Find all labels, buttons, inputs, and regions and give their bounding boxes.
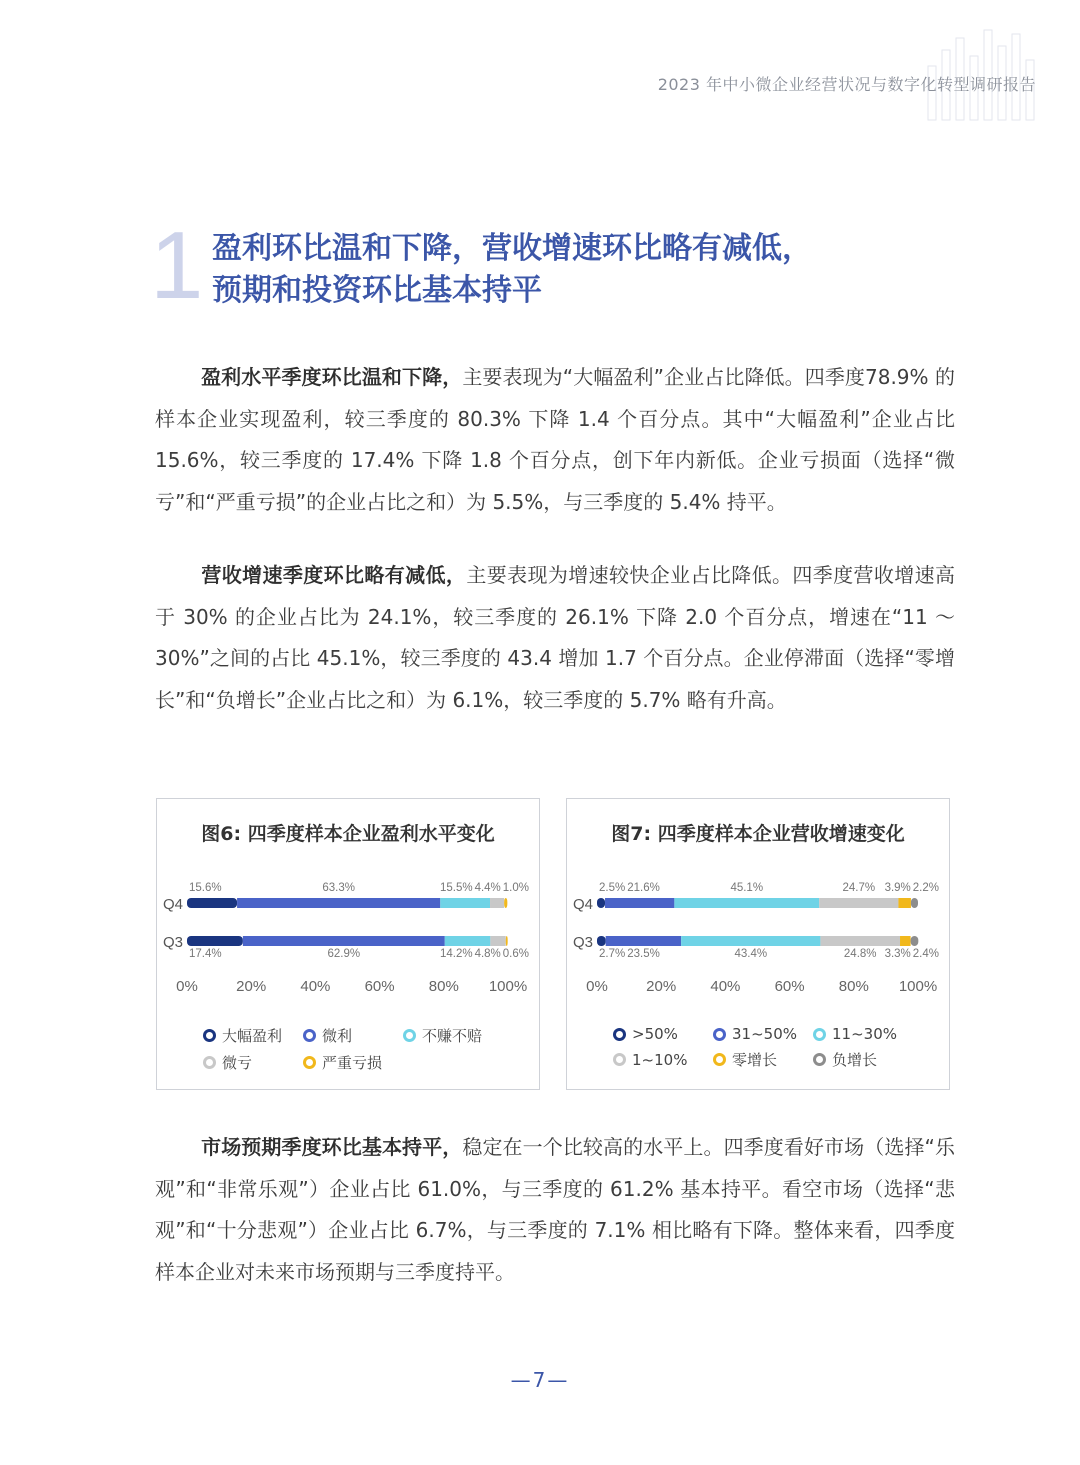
legend-label: 零增长	[732, 1051, 778, 1069]
data-label: 43.4%	[734, 948, 768, 960]
data-label: 2.7%	[599, 948, 626, 960]
section-title	[212, 228, 812, 312]
legend-marker-icon	[203, 1029, 216, 1042]
page-number: —7—	[510, 1368, 570, 1392]
chart-legend	[613, 1025, 943, 1070]
legend-item	[713, 1049, 813, 1070]
paragraph-body: 稳定在一个比较高的水平上。四季度看好市场（选择“乐观”和“非常乐观”）企业占比 61.0%，与三季度的 61.2% 基本持平。看空市场（选择“悲观”和“十分悲观”）企业占比 6.7%，与三季度的 7.1% 相比略有下降。整体来看，四季度样本企业对未来市场预期与三季度持平。	[155, 1135, 955, 1284]
x-tick-label: 0%	[176, 978, 198, 995]
category-label: Q4	[573, 896, 594, 913]
legend-marker-icon	[713, 1028, 726, 1041]
x-tick-label: 80%	[428, 978, 459, 995]
legend-marker-icon	[713, 1053, 726, 1066]
data-label: 62.9%	[327, 948, 361, 960]
bar-segment	[911, 898, 918, 908]
legend-label: 31~50%	[732, 1025, 797, 1043]
paragraph-body: 主要表现为增速较快企业占比降低。四季度营收增速高于 30% 的企业占比为 24.1%，较三季度的 26.1% 下降 2.0 个百分点，增速在“11 ～ 30%”之间的占比 45.1%，较三季度的 43.4 增加 1.7 个百分点。企业停滞面（选择“零增长”和“负增长”企业占比之和）为 6.1%，较三季度的 5.7% 略有升高。	[155, 563, 956, 712]
data-label: 17.4%	[189, 948, 222, 960]
paragraph-market-expectation	[155, 1127, 955, 1293]
bar-segment	[237, 898, 440, 908]
data-label: 15.6%	[189, 882, 222, 894]
bar-segment	[597, 898, 605, 908]
bar-segment	[506, 936, 508, 946]
legend-marker-icon	[303, 1029, 316, 1042]
x-tick-label: 40%	[710, 978, 741, 995]
bar-segment	[440, 898, 490, 908]
x-tick-label: 20%	[236, 978, 267, 995]
legend-item	[203, 1052, 303, 1073]
section-title-line1: 盈利环比温和下降，营收增速环比略有减低，	[212, 231, 812, 266]
paragraph-profit	[155, 357, 955, 523]
legend-label: 严重亏损	[322, 1054, 383, 1072]
data-label: 4.4%	[474, 882, 501, 894]
data-label: 45.1%	[730, 882, 764, 894]
report-title: 2023 年中小微企业经营状况与数字化转型调研报告	[657, 75, 1036, 94]
bar-segment	[445, 936, 491, 946]
legend-item	[813, 1025, 913, 1043]
bar-segment	[900, 936, 911, 946]
x-tick-label: 20%	[646, 978, 677, 995]
data-label: 63.3%	[322, 882, 355, 894]
x-tick-label: 60%	[364, 978, 395, 995]
legend-label: >50%	[632, 1025, 678, 1043]
legend-item	[613, 1049, 713, 1070]
data-label: 0.6%	[502, 948, 529, 960]
legend-marker-icon	[813, 1053, 826, 1066]
category-label: Q3	[163, 934, 184, 951]
legend-marker-icon	[303, 1056, 316, 1069]
data-label: 3.3%	[884, 948, 911, 960]
legend-marker-icon	[613, 1053, 626, 1066]
paragraph-lead: 盈利水平季度环比温和下降，	[201, 365, 463, 389]
legend-item	[303, 1025, 403, 1046]
x-tick-label: 80%	[838, 978, 869, 995]
legend-label: 大幅盈利	[222, 1027, 283, 1045]
legend-marker-icon	[403, 1029, 416, 1042]
bar-segment	[898, 898, 911, 908]
bar-segment	[187, 936, 243, 946]
legend-item	[403, 1025, 503, 1046]
bar-segment	[187, 898, 237, 908]
paragraph-lead: 市场预期季度环比基本持平，	[201, 1135, 463, 1159]
chart-title: 图6: 四季度样本企业盈利水平变化	[201, 823, 495, 845]
bar-segment	[681, 936, 820, 946]
data-label: 23.5%	[627, 948, 660, 960]
data-label: 4.8%	[474, 948, 501, 960]
data-label: 24.7%	[842, 882, 876, 894]
legend-label: 11~30%	[832, 1025, 897, 1043]
chart-title: 图7: 四季度样本企业营收增速变化	[611, 823, 905, 845]
bar-segment	[674, 898, 819, 908]
bar-segment	[820, 936, 900, 946]
legend-item	[613, 1025, 713, 1043]
bar-segment	[504, 898, 507, 908]
x-tick-label: 100%	[898, 978, 938, 995]
legend-item	[713, 1025, 813, 1043]
x-tick-label: 0%	[586, 978, 608, 995]
data-label: 2.5%	[599, 882, 626, 894]
legend-label: 不赚不赔	[422, 1027, 483, 1045]
x-tick-label: 100%	[488, 978, 528, 995]
data-label: 1.0%	[502, 882, 529, 894]
legend-marker-icon	[203, 1056, 216, 1069]
bar-segment	[490, 898, 504, 908]
legend-marker-icon	[813, 1028, 826, 1041]
legend-marker-icon	[613, 1028, 626, 1041]
paragraph-body: 主要表现为“大幅盈利”企业占比降低。四季度78.9% 的样本企业实现盈利，较三季度的 80.3% 下降 1.4 个百分点。其中“大幅盈利”企业占比 15.6%，较三季度的 17.4% 下降 1.8 个百分点，创下年内新低。企业亏损面（选择“微亏”和“严重亏损”的企业占比之和）为 5.5%，与三季度的 5.4% 持平。	[155, 365, 955, 514]
chart-revenue-growth	[566, 798, 950, 1090]
bar-segment	[243, 936, 445, 946]
section-title-line2: 预期和投资环比基本持平	[212, 273, 542, 308]
data-label: 2.4%	[912, 948, 939, 960]
x-tick-label: 60%	[774, 978, 805, 995]
section-number: 1	[150, 212, 204, 319]
bar-segment	[597, 936, 606, 946]
data-label: 2.2%	[912, 882, 939, 894]
chart-legend	[203, 1025, 533, 1073]
category-label: Q4	[163, 896, 184, 913]
legend-item	[303, 1052, 403, 1073]
bar-segment	[490, 936, 505, 946]
legend-label: 负增长	[832, 1051, 878, 1069]
x-tick-label: 40%	[300, 978, 331, 995]
data-label: 24.8%	[843, 948, 877, 960]
data-label: 21.6%	[627, 882, 660, 894]
paragraph-lead: 营收增速季度环比略有减低，	[201, 563, 467, 587]
legend-label: 微利	[322, 1027, 353, 1045]
data-label: 3.9%	[884, 882, 911, 894]
legend-label: 1~10%	[632, 1050, 688, 1069]
data-label: 14.2%	[439, 948, 473, 960]
bar-segment	[605, 898, 674, 908]
data-label: 15.5%	[439, 882, 473, 894]
paragraph-revenue	[155, 555, 955, 721]
legend-item	[813, 1049, 913, 1070]
bar-segment	[606, 936, 681, 946]
legend-label: 微亏	[222, 1054, 253, 1072]
bar-segment	[819, 898, 898, 908]
chart-profit-level	[156, 798, 540, 1090]
category-label: Q3	[573, 934, 594, 951]
legend-item	[203, 1025, 303, 1046]
bar-segment	[911, 936, 919, 946]
